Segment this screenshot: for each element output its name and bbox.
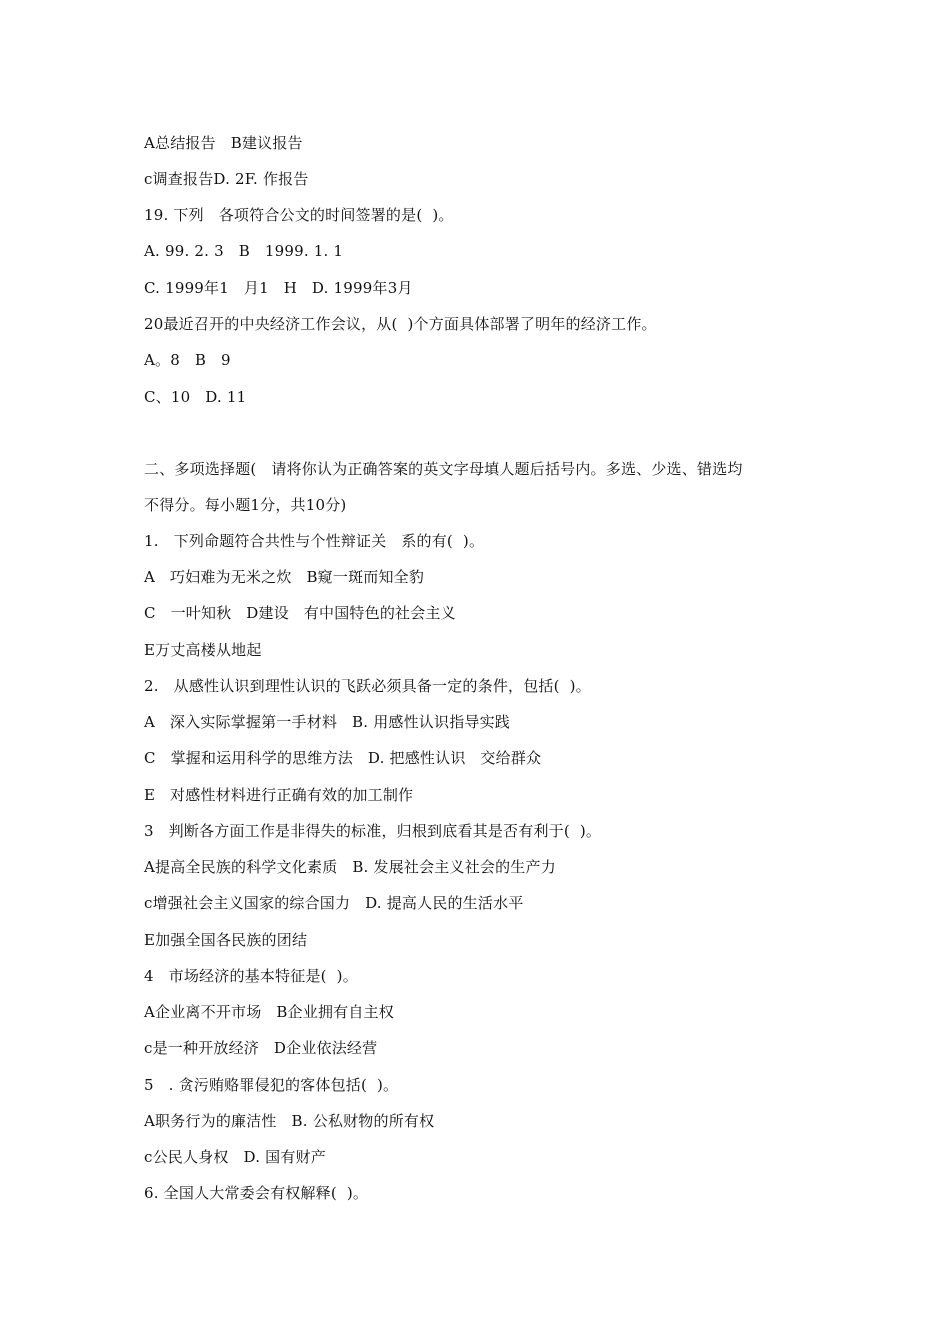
question-line: 6. 全国人大常委会有权解释( )。	[144, 1184, 369, 1202]
option-line: A提高全民族的科学文化素质 B. 发展社会主义社会的生产力	[144, 858, 556, 876]
option-line: A企业离不开市场 B企业拥有自主权	[144, 1003, 394, 1021]
option-line: C、10 D. 11	[144, 388, 247, 406]
option-line: C 一叶知秋 D建设 有中国特色的社会主义	[144, 604, 456, 622]
question-line: 20最近召开的中央经济工作会议，从( )个方面具体部署了明年的经济工作。	[144, 315, 657, 333]
option-line: E加强全国各民族的团结	[144, 931, 308, 949]
option-line: c公民人身权 D. 国有财产	[144, 1148, 326, 1166]
option-line: c是一种开放经济 D企业依法经营	[144, 1039, 378, 1057]
option-line: E万丈高楼从地起	[144, 641, 262, 659]
option-line: A。8 B 9	[144, 351, 231, 369]
question-line: 2. 从感性认识到理性认识的飞跃必须具备一定的条件，包括( )。	[144, 677, 591, 695]
option-line: c增强社会主义国家的综合国力 D. 提高人民的生活水平	[144, 894, 524, 912]
option-line: E 对感性材料进行正确有效的加工制作	[144, 786, 414, 804]
question-line: 5 . 贪污贿赂罪侵犯的客体包括( )。	[144, 1076, 399, 1094]
question-line: 4 市场经济的基本特征是( )。	[144, 967, 358, 985]
option-line: C 掌握和运用科学的思维方法 D. 把感性认识 交给群众	[144, 749, 542, 767]
option-line: A 巧妇难为无米之炊 B窥一斑而知全豹	[144, 568, 425, 586]
question-line: 3 判断各方面工作是非得失的标准，归根到底看其是否有利于( )。	[144, 822, 602, 840]
question-line: 1. 下列命题符合共性与个性辩证关 系的有( )。	[144, 532, 485, 550]
section-heading: 二、多项选择题( 请将你认为正确答案的英文字母填人题后括号内。多选、少选、错选均	[144, 460, 743, 478]
question-line: 19. 下列 各项符合公文的时间签署的是( )。	[144, 206, 454, 224]
option-line: A 深入实际掌握第一手材料 B. 用感性认识指导实践	[144, 713, 511, 731]
option-line: A职务行为的廉洁性 B. 公私财物的所有权	[144, 1112, 435, 1130]
option-line: c调查报告D. 2F. 作报告	[144, 170, 309, 188]
option-line: A. 99. 2. 3 B 1999. 1. 1	[144, 242, 344, 260]
option-line: C. 1999年1 月1 H D. 1999年3月	[144, 279, 413, 297]
section-heading-continued: 不得分。每小题1分，共10分)	[144, 496, 347, 514]
option-line: A总结报告 B建议报告	[144, 134, 303, 152]
